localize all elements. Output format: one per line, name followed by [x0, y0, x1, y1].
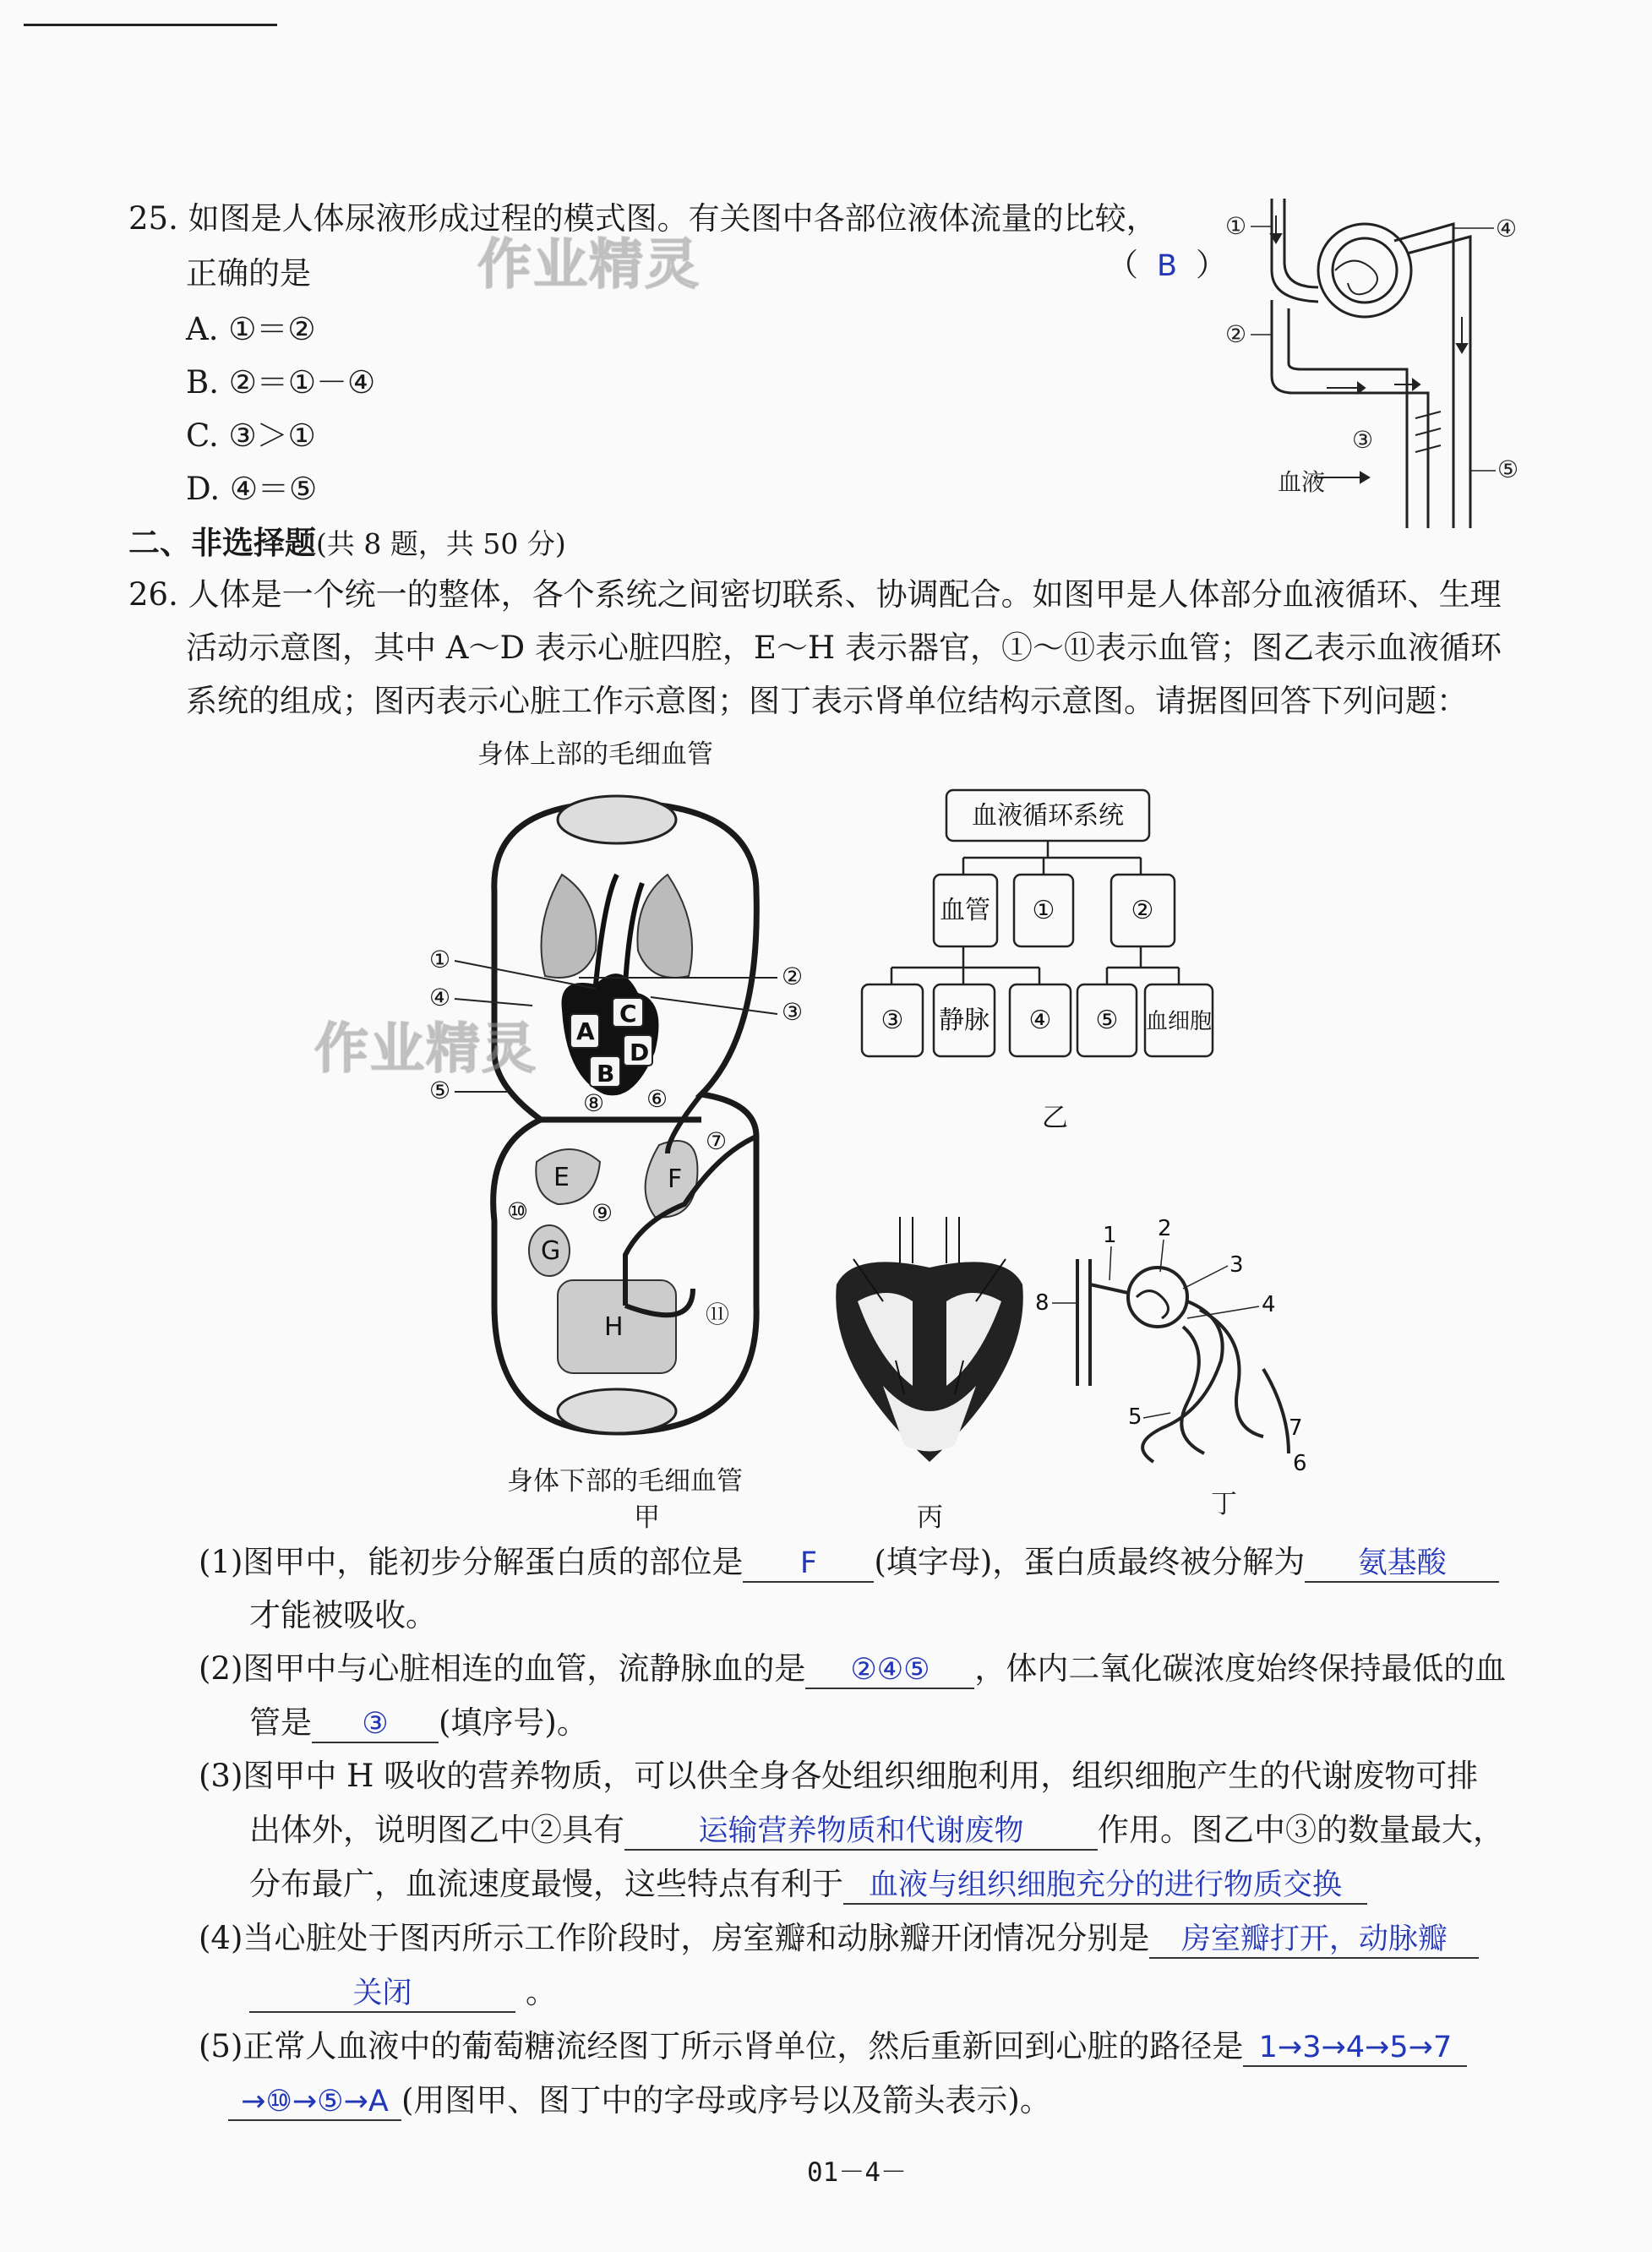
vessel-2: ②	[782, 962, 804, 990]
fig-bing-heart	[820, 1217, 1039, 1470]
sub4-answer-1: 房室瓣打开，动脉瓣	[1180, 1922, 1448, 1956]
q25-answer: B	[1157, 249, 1178, 283]
fig-jia-caption: 甲	[634, 1502, 660, 1533]
sub3-answer-1: 运输营养物质和代谢废物	[698, 1814, 1024, 1848]
sub1-answer-1: F	[799, 1546, 817, 1580]
vessel-3: ③	[782, 998, 804, 1026]
yi-l2-vein: 静脉	[939, 1006, 990, 1035]
q26-sub3-line1: (3)图甲中 H 吸收的营养物质，可以供全身各处组织细胞利用，组织细胞产生的代谢废物可排	[199, 1758, 1479, 1794]
q25-option-c: C. ③＞①	[186, 417, 316, 454]
q26-sub4-cont: 关闭 。	[249, 1974, 557, 2013]
q25-option-d: D. ④＝⑤	[186, 471, 318, 507]
afferent-tube	[1284, 199, 1318, 287]
ding-3: 3	[1229, 1252, 1244, 1278]
yi-l1-1: ①	[1032, 896, 1055, 925]
q26-stem-line2: 活动示意图，其中 A～D 表示心脏四腔，E～H 表示器官，①～⑪表示血管；图乙表示血液循环	[186, 630, 1502, 666]
q25-stem-line1: 25. 如图是人体尿液形成过程的模式图。有关图中各部位液体流量的比较，	[128, 200, 1158, 237]
top-rule	[24, 24, 277, 26]
fig25-label-blood: 血液	[1278, 468, 1326, 496]
sub2-answer-2: ③	[362, 1707, 389, 1741]
yi-l2-bloodcell: 血细胞	[1145, 1009, 1213, 1034]
fig-ding-caption: 丁	[1211, 1489, 1237, 1519]
sub5-answer-2: →⑩→⑤→A	[241, 2085, 389, 2118]
q25-answer-paren: （ B ）	[1107, 247, 1228, 283]
ding-1: 1	[1103, 1223, 1117, 1248]
page-number: 01－4－	[807, 2157, 907, 2188]
fig25-label-4: ④	[1496, 215, 1518, 243]
q26-sub2-cont: 管是 ③ (填序号)。	[249, 1704, 588, 1743]
ding-5: 5	[1128, 1404, 1142, 1430]
q26-sub4: (4)当心脏处于图丙所示工作阶段时，房室瓣和动脉瓣开闭情况分别是 房室瓣打开，动脉瓣	[199, 1920, 1479, 1959]
vessel-10: ⑩	[507, 1197, 529, 1225]
fig-bing-caption: 丙	[917, 1502, 943, 1533]
chamber-b: B	[597, 1060, 615, 1088]
fig-yi-caption: 乙	[1042, 1103, 1068, 1133]
vessel-1: ①	[429, 946, 451, 973]
yi-l2-5: ⑤	[1095, 1006, 1119, 1035]
fig-jia-circulation	[414, 782, 820, 1458]
section2-note: (共 8 题，共 50 分)	[316, 527, 566, 560]
fig25-label-1: ①	[1225, 212, 1247, 240]
vessel-7: ⑦	[706, 1127, 728, 1155]
ding-8: 8	[1035, 1290, 1050, 1316]
chamber-c: C	[619, 1000, 637, 1028]
vessel-5: ⑤	[429, 1077, 451, 1104]
organ-f: F	[668, 1164, 683, 1194]
q25-stem-line2: 正确的是	[186, 255, 311, 292]
upper-capillaries	[558, 796, 676, 843]
vessel-4: ④	[429, 984, 451, 1011]
fig25-label-3: ③	[1352, 426, 1374, 454]
q26-sub2: (2)图甲中与心脏相连的血管，流静脉血的是 ②④⑤ ，体内二氧化碳浓度始终保持最低的血	[199, 1650, 1506, 1689]
right-lung	[637, 875, 692, 978]
fig-yi-tree	[853, 782, 1234, 1120]
section2-title: 二、非选择题	[128, 524, 316, 561]
q26-sub3-line2: 出体外，说明图乙中②具有 运输营养物质和代谢废物 作用。图乙中③的数量最大，	[249, 1812, 1504, 1851]
chamber-a: A	[576, 1017, 595, 1045]
fig-jia-top-label: 身体上部的毛细血管	[477, 739, 713, 770]
q25-nephron-figure	[1225, 190, 1555, 528]
q26-stem-line1: 26. 人体是一个统一的整体，各个系统之间密切联系、协调配合。如图甲是人体部分血液循环、生理	[128, 576, 1502, 613]
fig25-label-2: ②	[1225, 320, 1247, 348]
sub3-answer-2: 血液与组织细胞充分的进行物质交换	[868, 1868, 1342, 1902]
efferent-vessel	[1394, 224, 1453, 528]
q26-stem-line3: 系统的组成；图丙表示心脏工作示意图；图丁表示肾单位结构示意图。请据图回答下列问题：	[186, 683, 1468, 719]
vessel-6: ⑥	[646, 1085, 668, 1113]
watermark-2: 作业精灵	[314, 1018, 537, 1081]
q26-sub3-line3: 分布最广，血流速度最慢，这些特点有利于 血液与组织细胞充分的进行物质交换	[249, 1866, 1367, 1905]
fig-jia-bottom-label: 身体下部的毛细血管	[507, 1466, 743, 1497]
vessel-11: ⑪	[706, 1300, 730, 1328]
yi-l1-2: ②	[1131, 896, 1154, 925]
left-lung	[542, 875, 597, 978]
sub1-answer-2: 氨基酸	[1357, 1546, 1447, 1580]
yi-l2-3: ③	[881, 1006, 904, 1035]
vessel-9: ⑨	[592, 1199, 613, 1227]
q25-option-b: B. ②＝①－④	[186, 364, 376, 401]
q26-sub5: (5)正常人血液中的葡萄糖流经图丁所示肾单位，然后重新回到心脏的路径是 1→3→4→5→7	[199, 2028, 1467, 2067]
sub2-answer-1: ②④⑤	[850, 1653, 930, 1687]
lower-capillaries	[558, 1389, 676, 1433]
yi-root: 血液循环系统	[972, 801, 1124, 831]
sub5-answer-1: 1→3→4→5→7	[1258, 2031, 1453, 2064]
organ-e: E	[553, 1163, 570, 1192]
ding-6: 6	[1293, 1451, 1307, 1476]
sub4-answer-2: 关闭	[352, 1977, 412, 2010]
ding-4: 4	[1262, 1292, 1276, 1317]
yi-l1-vessel: 血管	[940, 896, 990, 925]
yi-l2-4: ④	[1028, 1006, 1052, 1035]
q26-sub1-cont: 才能被吸收。	[249, 1597, 437, 1633]
ding-7: 7	[1289, 1415, 1303, 1441]
fig-ding-nephron	[1035, 1217, 1356, 1479]
ding-2: 2	[1158, 1217, 1172, 1241]
fig25-label-5: ⑤	[1497, 455, 1519, 483]
section2-heading	[128, 524, 566, 561]
q25-option-a: A. ①＝②	[186, 311, 316, 347]
q26-sub5-cont: →⑩→⑤→A (用图甲、图丁中的字母或序号以及箭头表示)。	[228, 2082, 1051, 2121]
vessel-8: ⑧	[583, 1089, 605, 1117]
chamber-d: D	[630, 1039, 650, 1066]
organ-g: G	[541, 1236, 561, 1266]
organ-h: H	[604, 1312, 624, 1342]
watermark: 作业精灵	[477, 234, 701, 297]
q26-sub1: (1)图甲中，能初步分解蛋白质的部位是 F (填字母)，蛋白质最终被分解为 氨基酸	[199, 1544, 1499, 1583]
